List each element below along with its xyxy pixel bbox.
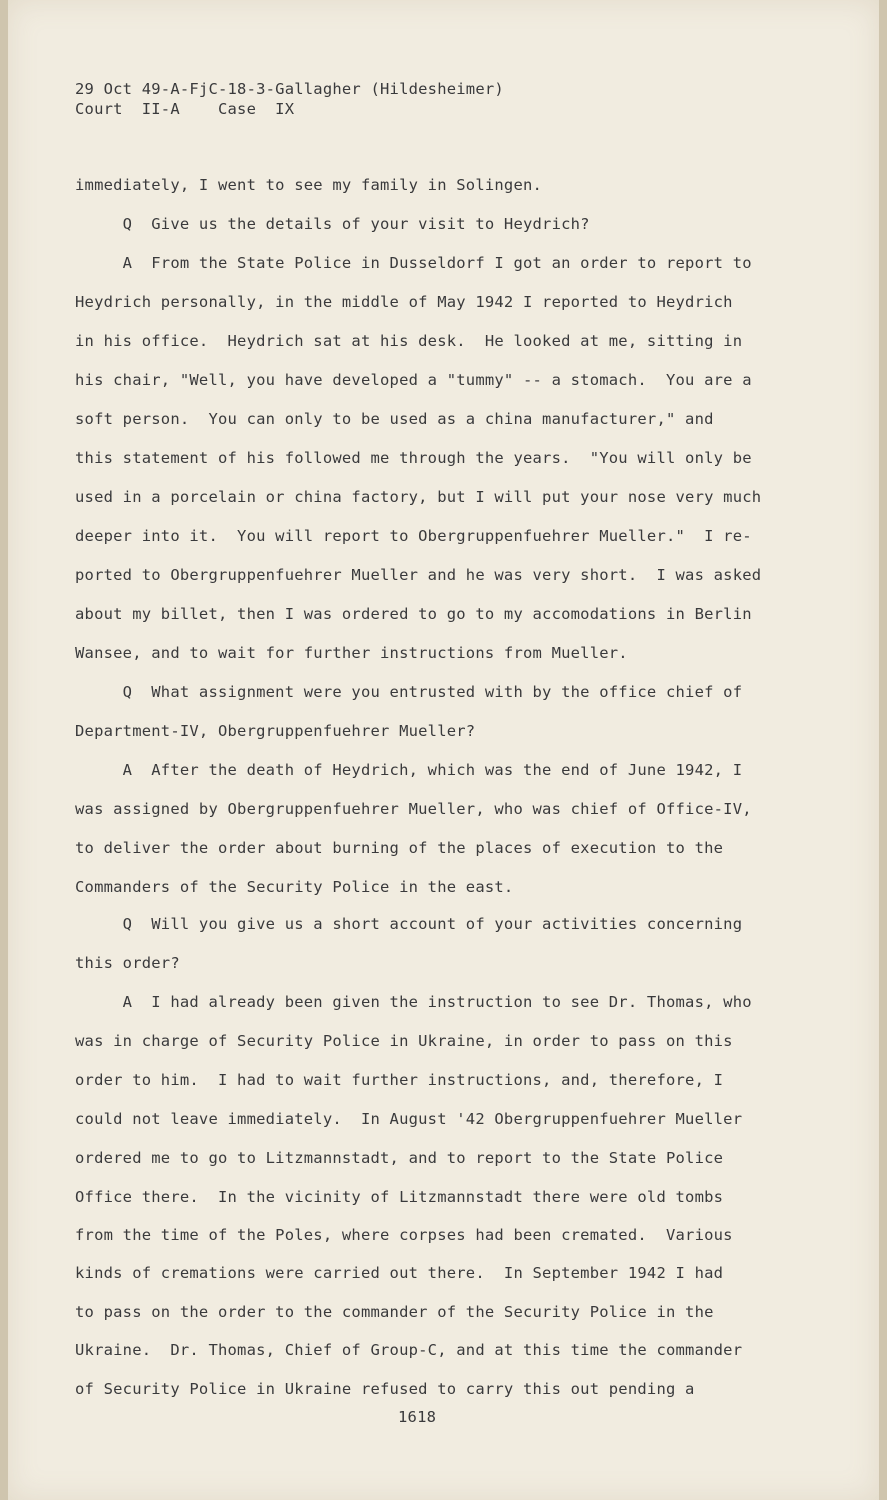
text-line: Office there. In the vicinity of Litzmannstadt there were old tombs	[75, 1188, 724, 1206]
text-line: Q Will you give us a short account of your activities concerning	[75, 915, 743, 933]
text-line: used in a porcelain or china factory, but I will put your nose very much	[75, 488, 762, 506]
text-line: about my billet, then I was ordered to go to my accomodations in Berlin	[75, 605, 752, 623]
text-line: kinds of cremations were carried out there. In September 1942 I had	[75, 1264, 724, 1282]
text-line: A I had already been given the instruction to see Dr. Thomas, who	[75, 993, 752, 1011]
text-line: to pass on the order to the commander of the Security Police in the	[75, 1303, 714, 1321]
text-line: Ukraine. Dr. Thomas, Chief of Group-C, and at this time the commander	[75, 1341, 743, 1359]
text-line: to deliver the order about burning of the places of execution to the	[75, 839, 724, 857]
text-line: Commanders of the Security Police in the east.	[75, 878, 514, 896]
text-line: could not leave immediately. In August '42 Obergruppenfuehrer Mueller	[75, 1110, 743, 1128]
text-line: A After the death of Heydrich, which was the end of June 1942, I	[75, 761, 743, 779]
header-line-1: 29 Oct 49-A-FjC-18-3-Gallagher (Hildesheimer)	[75, 80, 504, 98]
text-line: immediately, I went to see my family in Solingen.	[75, 176, 543, 194]
text-line: this order?	[75, 954, 180, 972]
text-line: Department-IV, Obergruppenfuehrer Mueller?	[75, 722, 476, 740]
text-line: ordered me to go to Litzmannstadt, and to report to the State Police	[75, 1149, 724, 1167]
text-line: Heydrich personally, in the middle of May 1942 I reported to Heydrich	[75, 293, 733, 311]
text-line: was assigned by Obergruppenfuehrer Mueller, who was chief of Office-IV,	[75, 800, 752, 818]
text-line: deeper into it. You will report to Obergruppenfuehrer Mueller." I re-	[75, 527, 752, 545]
header-line-2: Court II-A Case IX	[75, 100, 295, 118]
text-line: was in charge of Security Police in Ukraine, in order to pass on this	[75, 1032, 733, 1050]
text-line: his chair, "Well, you have developed a "tummy" -- a stomach. You are a	[75, 371, 752, 389]
text-line: A From the State Police in Dusseldorf I got an order to report to	[75, 254, 752, 272]
page-number: 1618	[398, 1408, 437, 1426]
text-line: Q Give us the details of your visit to Heydrich?	[75, 215, 590, 233]
text-line: from the time of the Poles, where corpses had been cremated. Various	[75, 1226, 733, 1244]
text-line: soft person. You can only to be used as a china manufacturer," and	[75, 410, 714, 428]
text-line: in his office. Heydrich sat at his desk. He looked at me, sitting in	[75, 332, 743, 350]
text-line: ported to Obergruppenfuehrer Mueller and he was very short. I was asked	[75, 566, 762, 584]
text-line: Wansee, and to wait for further instructions from Mueller.	[75, 644, 628, 662]
text-line: this statement of his followed me through the years. "You will only be	[75, 449, 752, 467]
text-line: Q What assignment were you entrusted with by the office chief of	[75, 683, 743, 701]
text-line: order to him. I had to wait further instructions, and, therefore, I	[75, 1071, 724, 1089]
document-page	[8, 0, 879, 1500]
text-line: of Security Police in Ukraine refused to carry this out pending a	[75, 1380, 695, 1398]
